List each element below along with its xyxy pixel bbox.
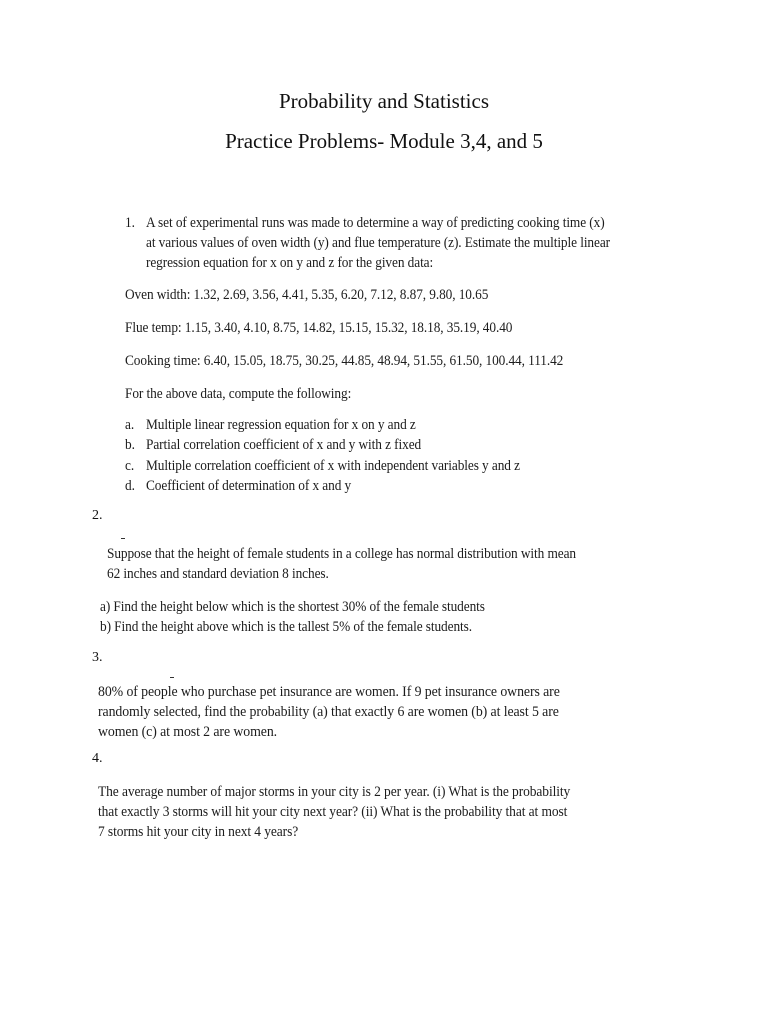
scan-mark — [121, 538, 125, 539]
scan-mark — [170, 677, 174, 678]
page-title: Probability and Statistics — [279, 89, 489, 113]
problem-3-number: 3. — [92, 650, 103, 665]
problem-2-parts — [100, 597, 485, 637]
problem-3-line: 80% of people who purchase pet insurance are women. If 9 pet insurance owners are — [98, 684, 560, 700]
problem-3-line: women (c) at most 2 are women. — [98, 724, 278, 740]
problem-1-intro-line: regression equation for x on y and z for the given data: — [146, 255, 434, 271]
cooking-time-data: Cooking time: 6.40, 15.05, 18.75, 30.25, 44.85, 48.94, 51.55, 61.50, 100.44, 111.42 — [125, 353, 564, 369]
problem-2-line: Suppose that the height of female students in a college has normal distribution with mean — [107, 546, 576, 562]
problem-1-intro-line: A set of experimental runs was made to determine a way of predicting cooking time (x) — [146, 215, 605, 231]
problem-2-line: 62 inches and standard deviation 8 inches. — [107, 566, 329, 582]
part-label: c. — [125, 458, 135, 474]
problem-4-line: that exactly 3 storms will hit your city next year? (ii) What is the probability that at most — [98, 804, 568, 820]
problem-4-line: 7 storms hit your city in next 4 years? — [98, 824, 299, 840]
part-label: a. — [125, 417, 135, 433]
part-text: Coefficient of determination of x and y — [146, 478, 352, 494]
compute-prompt: For the above data, compute the following: — [125, 386, 352, 402]
problem-4-line: The average number of major storms in your city is 2 per year. (i) What is the probability — [98, 784, 571, 800]
problem-2-text — [107, 544, 576, 584]
part-label: d. — [125, 478, 135, 494]
part-text: Multiple correlation coefficient of x with independent variables y and z — [146, 458, 520, 474]
problem-3-text — [98, 682, 560, 742]
flue-temp-data: Flue temp: 1.15, 3.40, 4.10, 8.75, 14.82, 15.15, 15.32, 18.18, 35.19, 40.40 — [125, 320, 513, 336]
problem-2-part: a) Find the height below which is the shortest 30% of the female students — [100, 599, 485, 615]
problem-3-line: randomly selected, find the probability (a) that exactly 6 are women (b) at least 5 are — [98, 704, 559, 720]
problem-4-text — [98, 782, 570, 842]
problem-2-number: 2. — [92, 508, 103, 523]
part-text: Partial correlation coefficient of x and y with z fixed — [146, 437, 422, 453]
problem-2-part: b) Find the height above which is the tallest 5% of the female students. — [100, 619, 473, 635]
problem-1-intro — [146, 213, 610, 273]
part-text: Multiple linear regression equation for x on y and z — [146, 417, 416, 433]
page-subtitle: Practice Problems- Module 3,4, and 5 — [225, 129, 543, 153]
problem-1-intro-line: at various values of oven width (y) and flue temperature (z). Estimate the multiple linear — [146, 235, 611, 251]
problem-1-number: 1. — [125, 215, 135, 231]
part-label: b. — [125, 437, 135, 453]
oven-width-data: Oven width: 1.32, 2.69, 3.56, 4.41, 5.35, 6.20, 7.12, 8.87, 9.80, 10.65 — [125, 287, 489, 303]
problem-4-number: 4. — [92, 751, 103, 766]
